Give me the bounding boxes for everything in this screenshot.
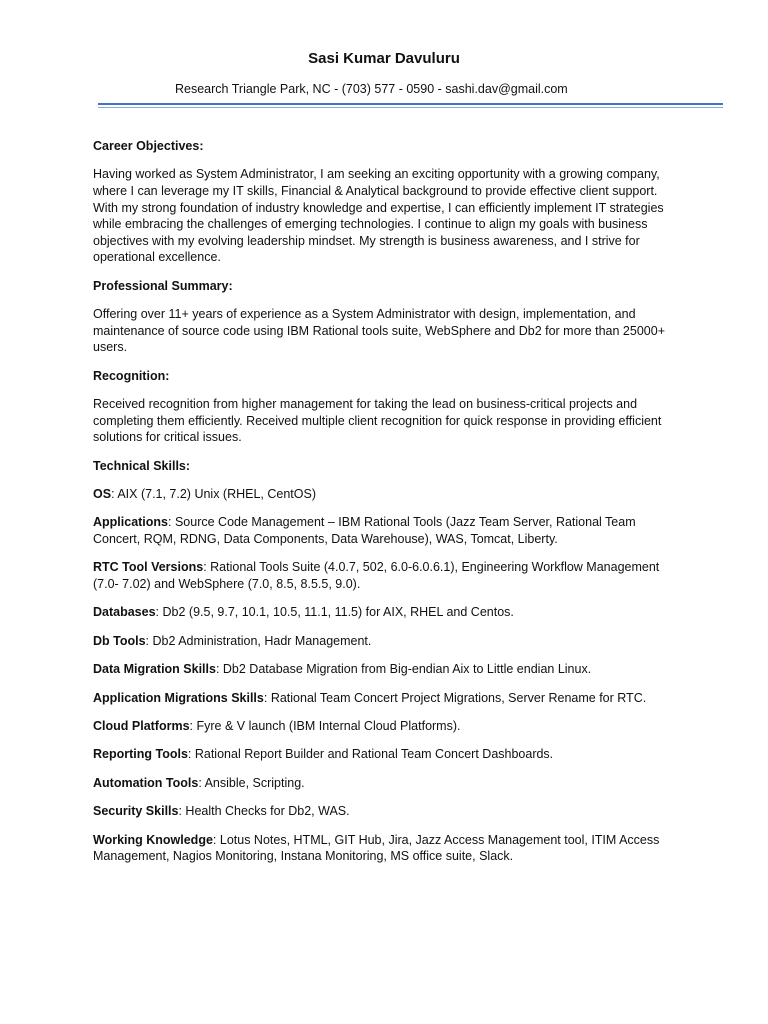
resume-body xyxy=(93,138,685,877)
contact-line: Research Triangle Park, NC - (703) 577 - 0590 - sashi.dav@gmail.com xyxy=(175,82,568,96)
professional-summary-text: Offering over 11+ years of experience as a System Administrator with design, implementation, and maintenance of source code using IBM Rational tools suite, WebSphere and Db2 for more than 25000+ users. xyxy=(93,307,665,355)
header-divider-thin xyxy=(98,107,723,108)
skill-rtc-tool-versions: RTC Tool Versions: Rational Tools Suite (4.0.7, 502, 6.0-6.0.6.1), Engineering Workflow Management (7.0- 7.02) and WebSphere (7.0, 8.5, 8.5.5, 9.0). xyxy=(93,560,660,592)
skill-data-migration: Data Migration Skills: Db2 Database Migration from Big-endian Aix to Little endian Linux. xyxy=(93,662,592,677)
technical-skills-heading: Technical Skills: xyxy=(93,458,191,473)
skill-os: OS: AIX (7.1, 7.2) Unix (RHEL, CentOS) xyxy=(93,487,317,502)
candidate-name: Sasi Kumar Davuluru xyxy=(308,50,460,67)
skill-application-migrations: Application Migrations Skills: Rational Team Concert Project Migrations, Server Rename for RTC. xyxy=(93,690,647,705)
header-divider xyxy=(98,103,723,105)
recognition-text: Received recognition from higher management for taking the lead on business-critical projects and completing them efficiently. Received multiple client recognition for quick response in providing efficient solutions for critical issues. xyxy=(93,397,662,445)
skill-applications: Applications: Source Code Management – IBM Rational Tools (Jazz Team Server, Rational Team Concert, RQM, RDNG, Data Components, Data Warehouse), WAS, Tomcat, Liberty. xyxy=(93,515,636,547)
skill-reporting-tools: Reporting Tools: Rational Report Builder and Rational Team Concert Dashboards. xyxy=(93,747,554,762)
career-objectives-heading: Career Objectives: xyxy=(93,139,204,153)
professional-summary-heading: Professional Summary: xyxy=(93,278,233,293)
skill-automation-tools: Automation Tools: Ansible, Scripting. xyxy=(93,775,305,790)
recognition-heading: Recognition: xyxy=(93,368,170,383)
skill-security: Security Skills: Health Checks for Db2, WAS. xyxy=(93,804,350,819)
career-objectives-text: Having worked as System Administrator, I am seeking an exciting opportunity with a growing company, where I can leverage my IT skills, Financial & Analytical background to provide effective client support. With my strong foundation of industry knowledge and expertise, I can efficiently implement IT strategies while embracing the challenges of emerging technologies. I continue to align my goals with business objectives with my evolving leadership mindset. My strength is business awareness, and I strive for operational excellence. xyxy=(93,167,664,265)
skill-databases: Databases: Db2 (9.5, 9.7, 10.1, 10.5, 11.1, 11.5) for AIX, RHEL and Centos. xyxy=(93,605,514,620)
skill-working-knowledge: Working Knowledge: Lotus Notes, HTML, GIT Hub, Jira, Jazz Access Management tool, ITIM Access Management, Nagios Monitoring, Instana Monitoring, MS office suite, Slack. xyxy=(93,832,660,864)
skill-db-tools: Db Tools: Db2 Administration, Hadr Management. xyxy=(93,633,372,648)
skill-cloud-platforms: Cloud Platforms: Fyre & V launch (IBM Internal Cloud Platforms). xyxy=(93,719,461,733)
